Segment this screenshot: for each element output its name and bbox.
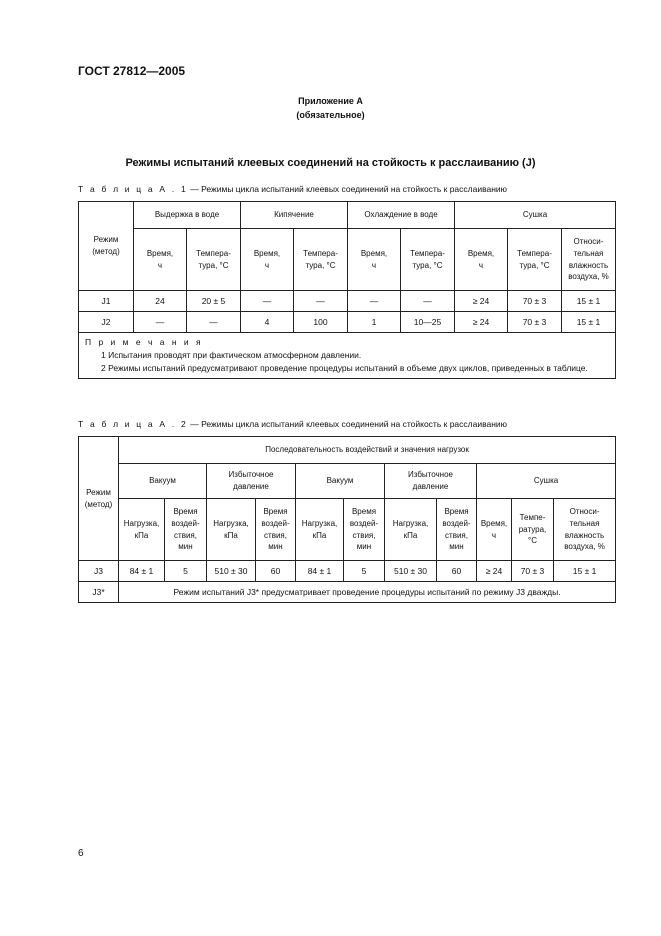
- table2-group-header: Вакуум: [296, 464, 385, 499]
- table2-top-header: Последовательность воздействий и значения нагрузок: [119, 437, 616, 464]
- table-cell: 10—25: [401, 312, 455, 333]
- table-cell: 60: [437, 561, 477, 582]
- table1-subheader: Время, ч: [455, 229, 508, 291]
- table-cell: —: [348, 291, 401, 312]
- table2-footer-note: Режим испытаний J3* предусматривает проведение процедуры испытаний по режиму J3 дважды.: [119, 582, 616, 603]
- table-cell: J3: [79, 561, 119, 582]
- notes-heading: П р и м е ч а н и я: [85, 337, 204, 347]
- note-1: 1 Испытания проводят при фактическом атмосферном давлении.: [101, 349, 362, 360]
- table-cell: J1: [79, 291, 134, 312]
- table-cell: 60: [256, 561, 296, 582]
- table1-mode-header: Режим (метод): [79, 202, 134, 291]
- table-cell: —: [134, 312, 187, 333]
- table-cell: —: [294, 291, 348, 312]
- table1-group-header: Охлаждение в воде: [348, 202, 455, 229]
- table2-subheader: Темпе- ратура, °С: [512, 499, 554, 561]
- table2-subheader: Нагрузка, кПа: [207, 499, 256, 561]
- table1-subheader: Время, ч: [241, 229, 294, 291]
- table2-subheader: Время, ч: [477, 499, 512, 561]
- table1-caption-label: Т а б л и ц а А . 1: [78, 184, 188, 194]
- note-2: 2 Режимы испытаний предусматривают проведение процедуры испытаний в объеме двух циклов, приведенных в таблице.: [101, 362, 588, 373]
- table-cell: 70 ± 3: [508, 291, 562, 312]
- table-cell: 510 ± 30: [385, 561, 437, 582]
- table2-subheader: Время воздей- ствия, мин: [344, 499, 385, 561]
- document-code: ГОСТ 27812—2005: [78, 64, 186, 78]
- table2-group-header: Сушка: [477, 464, 616, 499]
- section-title: Режимы испытаний клеевых соединений на стойкость к расслаиванию (J): [125, 157, 536, 169]
- table-cell: —: [401, 291, 455, 312]
- table2-caption-label: Т а б л и ц а А . 2: [78, 419, 188, 429]
- table1-subheader: Темпера- тура, °С: [401, 229, 455, 291]
- table2-caption: [78, 419, 507, 429]
- table-cell: J2: [79, 312, 134, 333]
- table-cell: 5: [165, 561, 207, 582]
- page-number: 6: [78, 848, 84, 859]
- table2-group-header: Вакуум: [119, 464, 207, 499]
- table-row: [79, 561, 616, 582]
- table1-group-header: Сушка: [455, 202, 616, 229]
- table2-mode-header: Режим (метод): [79, 437, 119, 561]
- table2-subheader: Относи- тельная влажность воздуха, %: [554, 499, 616, 561]
- table-row: [79, 291, 616, 312]
- table2-caption-text: — Режимы цикла испытаний клеевых соединений на стойкость к расслаиванию: [187, 419, 508, 429]
- table1-notes-cell: [79, 333, 616, 379]
- table-cell: 15 ± 1: [562, 312, 616, 333]
- table-cell: 24: [134, 291, 187, 312]
- table-cell: 15 ± 1: [554, 561, 616, 582]
- table-cell: 84 ± 1: [296, 561, 344, 582]
- table-cell: ≥ 24: [477, 561, 512, 582]
- table2-subheader: Время воздей- ствия, мин: [437, 499, 477, 561]
- table2-subheader: Время воздей- ствия, мин: [256, 499, 296, 561]
- table-cell: 84 ± 1: [119, 561, 165, 582]
- table-cell: 15 ± 1: [562, 291, 616, 312]
- table2-group-header: Избыточное давление: [385, 464, 477, 499]
- table-row: [79, 582, 616, 603]
- table1-subheader: Время, ч: [134, 229, 187, 291]
- table2-subheader: Время воздей- ствия, мин: [165, 499, 207, 561]
- table1-caption: [78, 184, 507, 194]
- table-cell: 20 ± 5: [187, 291, 241, 312]
- table1-notes: [79, 333, 616, 379]
- table1-subheader: Относи- тельная влажность воздуха, %: [562, 229, 616, 291]
- table1-subheader: Темпера- тура, °С: [294, 229, 348, 291]
- table2-subheader: Нагрузка, кПа: [119, 499, 165, 561]
- table1-group-header: Кипячение: [241, 202, 348, 229]
- table-cell: 1: [348, 312, 401, 333]
- table1-caption-text: — Режимы цикла испытаний клеевых соединений на стойкость к расслаиванию: [187, 184, 508, 194]
- table-cell: ≥ 24: [455, 312, 508, 333]
- appendix-title: Приложение А: [298, 96, 363, 106]
- table1-group-header: Выдержка в воде: [134, 202, 241, 229]
- table-cell: —: [241, 291, 294, 312]
- table-cell: 4: [241, 312, 294, 333]
- table1-subheader: Темпера- тура, °С: [187, 229, 241, 291]
- table-cell: —: [187, 312, 241, 333]
- table-cell: J3*: [79, 582, 119, 603]
- table-cell: 510 ± 30: [207, 561, 256, 582]
- table1-subheader: Темпера- тура, °С: [508, 229, 562, 291]
- table1-subheader: Время, ч: [348, 229, 401, 291]
- table2: [78, 436, 616, 603]
- table2-group-header: Избыточное давление: [207, 464, 296, 499]
- table2-subheader: Нагрузка, кПа: [385, 499, 437, 561]
- table-row: [79, 312, 616, 333]
- table1: [78, 201, 616, 379]
- table2-subheader: Нагрузка, кПа: [296, 499, 344, 561]
- table-cell: ≥ 24: [455, 291, 508, 312]
- table-cell: 70 ± 3: [508, 312, 562, 333]
- table-cell: 100: [294, 312, 348, 333]
- table-cell: 70 ± 3: [512, 561, 554, 582]
- appendix-status: (обязательное): [296, 110, 365, 120]
- table-cell: 5: [344, 561, 385, 582]
